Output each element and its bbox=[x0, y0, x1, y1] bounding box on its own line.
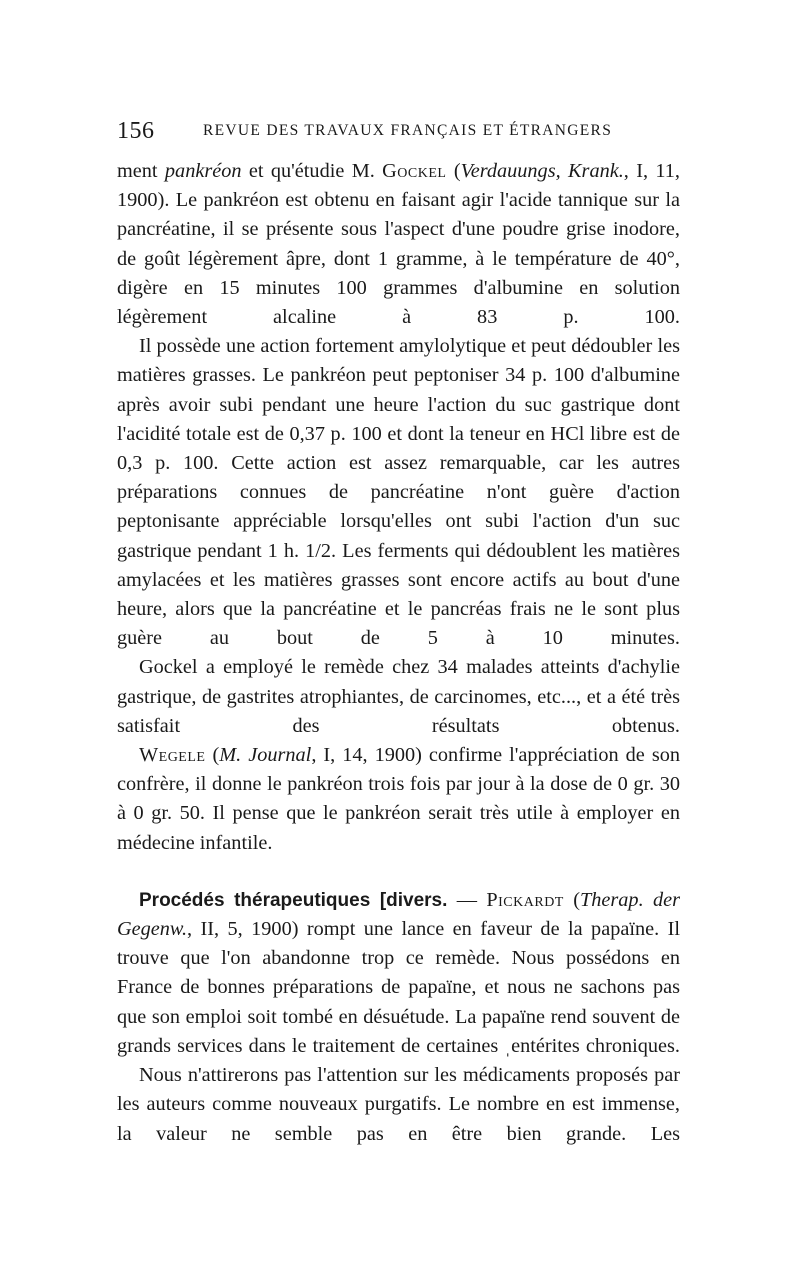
page-number: 156 bbox=[117, 118, 155, 144]
text-run: , II, 5, 1900) rompt une lance en faveur de la papaïne. Il trouve que l'on abandonne trop ce remède. Nous possédons en France de bonnes préparations de papaïne, et nous ne sachons pas que son emploi soit tombé en désuétude. La papaïne rend souvent de grands services dans le traitement de certaines ˌentérites chroniques. bbox=[117, 918, 680, 1057]
text-run: ( bbox=[446, 160, 461, 182]
text-run: , I, 14, 1900) confirme l'appréciation de son confrère, il donne le pankréon trois fois par jour à la dose de 0 gr. 30 à 0 gr. 50. Il pense que le pankréon serait très utile à employer en médecine infantile. bbox=[117, 744, 680, 854]
text-run: — bbox=[447, 888, 487, 911]
journal-citation: Verdauungs, Krank. bbox=[460, 160, 624, 182]
journal-citation: M. Journal bbox=[219, 744, 312, 767]
text-run: ( bbox=[563, 888, 580, 911]
paragraph-pankreon-intro bbox=[117, 157, 680, 332]
journal-citation: Therap. der Gegenw. bbox=[117, 888, 681, 941]
page-header bbox=[117, 118, 680, 148]
text-run: ( bbox=[205, 744, 220, 767]
author-name: Pickardt bbox=[486, 888, 564, 911]
text-run: ment bbox=[117, 160, 165, 182]
author-name: Gockel bbox=[382, 160, 447, 182]
paragraph-purgatifs: Nous n'attirerons pas l'attention sur les médicaments proposés par les auteurs comme nouveaux purgatifs. Le nombre en est immense, la valeur ne semble pas en être bien grande. Les bbox=[117, 1064, 680, 1145]
section-heading: Procédés thérapeutiques [divers. bbox=[139, 889, 448, 911]
paragraph-wegele bbox=[117, 741, 680, 858]
paragraph-pankreon-action: Il possède une action fortement amylolytique et peut dédoubler les matières grasses. Le pankréon peut peptoniser 34 p. 100 d'albumine après avoir subi pendant une heure l'action du suc gastrique dont l'acidité totale est de 0,37 p. 100 et dont la teneur en HCl libre est de 0,3 p. 100. Cette action est assez remarquable, car les autres préparations connues de pancréatine n'ont guère d'action peptonisante appréciable lorsqu'elles ont subi l'action d'un suc gastrique pendant 1 h. 1/2. Les ferments qui dédoublent les matières amylacées et les matières grasses sont encore actifs au bout d'une heure, alors que la pancréatine et le pancréas frais ne le sont plus guère au bout de 5 à 10 minutes. bbox=[117, 335, 680, 650]
italic-term: pankréon bbox=[164, 160, 242, 182]
paragraph-procedes-therapeutiques bbox=[117, 886, 680, 1061]
body-text bbox=[117, 157, 680, 1149]
paragraph-gockel-results: Gockel a employé le remède chez 34 malades atteints d'achylie gastrique, de gastrites atrophiantes, de carcinomes, etc..., et a été très satisfait des résultats obtenus. bbox=[117, 656, 680, 737]
text-run: et qu'étudie M. bbox=[241, 160, 383, 182]
text-run: , I, 11, 1900). Le pankréon est obtenu en faisant agir l'acide tannique sur la pancréatine, il se présente sous l'aspect d'une poudre grise inodore, de goût légèrement âpre, dont 1 gramme, à le température de 40°, digère en 15 minutes 100 grammes d'albumine en solution légèrement alcaline à 83 p. 100. bbox=[117, 160, 680, 329]
author-name: Wegele bbox=[139, 744, 206, 767]
running-title: REVUE DES TRAVAUX FRANÇAIS ET ÉTRANGERS bbox=[203, 122, 613, 139]
